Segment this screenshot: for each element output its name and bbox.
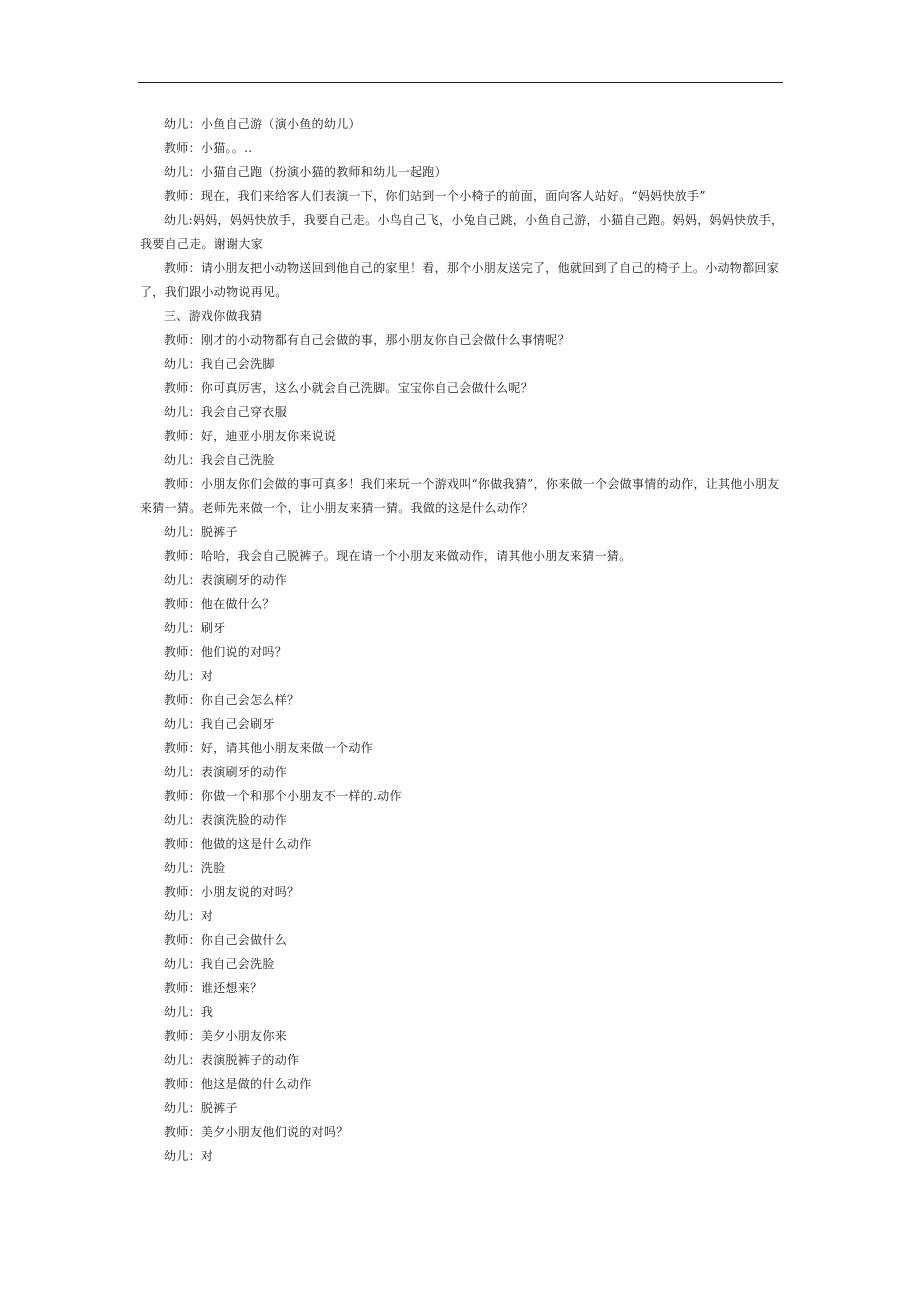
paragraph: 幼儿：表演脱裤子的动作 [164,1053,300,1067]
paragraph: 教师：美夕小朋友他们说的对吗？ [164,1125,349,1139]
paragraph: 教师：请小朋友把小动物送回到他自己的家里！看，那个小朋友送完了，他就回到了自己的椅子上。小动物都回家了，我们跟小动物说再见。 [140,261,780,299]
paragraph: 幼儿：我自己会洗脚 [164,357,275,371]
paragraph: 幼儿：我 [164,1005,214,1019]
paragraph: 教师：你自己会怎么样？ [164,693,300,707]
paragraph: 幼儿：对 [164,669,214,683]
paragraph: 教师：美夕小朋友你来 [164,1029,288,1043]
paragraph: 幼儿：小猫自己跑（扮演小猫的教师和幼儿一起跑） [164,165,447,179]
paragraph: 教师：好，迪亚小朋友你来说说 [164,429,337,443]
paragraph: 教师：谁还想来？ [164,981,263,995]
paragraph: 教师：小猫。。.. [164,141,253,155]
paragraph: 教师：他们说的对吗？ [164,645,288,659]
paragraph: 教师：现在，我们来给客人们表演一下，你们站到一个小椅子的前面，面向客人站好。“妈妈快放手” [164,189,706,203]
header-rule [138,82,783,83]
section-heading: 三、游戏你做我猜 [164,309,263,323]
paragraph: 幼儿：我会自己穿衣服 [164,405,288,419]
paragraph: 幼儿：我自己会刷牙 [164,717,275,731]
paragraph: 教师：刚才的小动物都有自己会做的事，那小朋友你自己会做什么事情呢？ [164,333,570,347]
paragraph: 教师：你做一个和那个小朋友不一样的.动作 [164,789,402,803]
paragraph: 幼儿：脱裤子 [164,1101,238,1115]
paragraph: 幼儿：脱裤子 [164,525,238,539]
paragraph: 教师：你自己会做什么 [164,933,288,947]
paragraph: 幼儿：刷牙 [164,621,226,635]
paragraph: 幼儿：小鱼自己游（演小鱼的幼儿） [164,117,361,131]
paragraph: 教师：好，请其他小朋友来做一个动作 [164,741,374,755]
paragraph: 幼儿：对 [164,909,214,923]
paragraph: 幼儿：对 [164,1149,214,1163]
paragraph: 幼儿：我会自己洗脸 [164,453,275,467]
paragraph: 教师：小朋友说的对吗？ [164,885,300,899]
paragraph: 幼儿：我自己会洗脸 [164,957,275,971]
paragraph: 教师：他这是做的什么动作 [164,1077,312,1091]
paragraph: 幼儿:妈妈，妈妈快放手，我要自己走。小鸟自己飞，小兔自己跳，小鱼自己游，小猫自己跑。妈妈，妈妈快放手，我要自己走。谢谢大家 [140,213,784,251]
paragraph: 教师：小朋友你们会做的事可真多！我们来玩一个游戏叫“你做我猜”，你来做一个会做事情的动作，让其他小朋友来猜一猜。老师先来做一个，让小朋友来猜一猜。我做的这是什么动作？ [140,477,780,515]
paragraph: 教师：他在做什么？ [164,597,275,611]
paragraph: 幼儿：表演刷牙的动作 [164,765,288,779]
paragraph: 教师：哈哈，我会自己脱裤子。现在请一个小朋友来做动作，请其他小朋友来猜一猜。 [164,549,632,563]
paragraph: 教师：他做的这是什么动作 [164,837,312,851]
paragraph: 幼儿：洗脸 [164,861,226,875]
paragraph: 教师：你可真厉害，这么小就会自己洗脚。宝宝你自己会做什么呢？ [164,381,534,395]
paragraph: 幼儿：表演刷牙的动作 [164,573,288,587]
document-body [140,112,784,1168]
paragraph: 幼儿：表演洗脸的动作 [164,813,288,827]
